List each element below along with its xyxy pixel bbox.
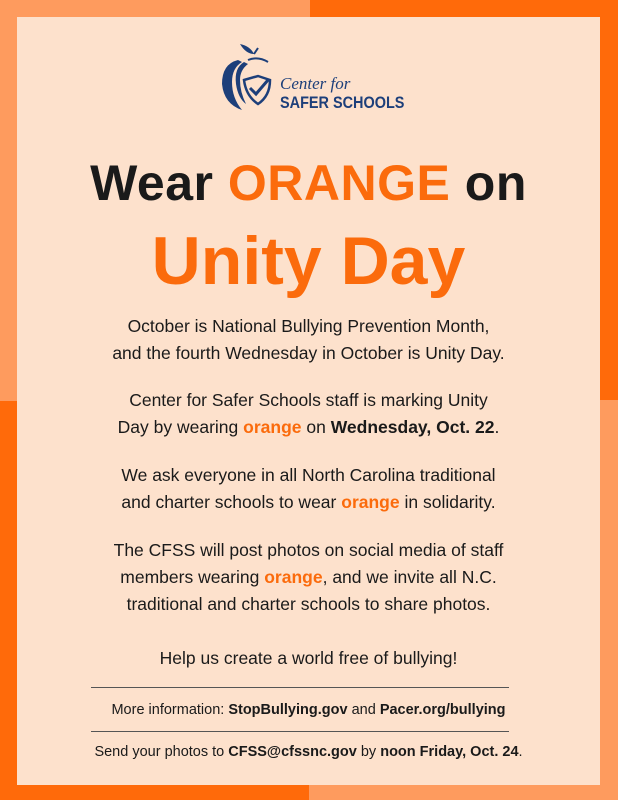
border-top-right [310, 0, 618, 17]
apple-shield-icon [218, 38, 278, 118]
link-stopbullying[interactable]: StopBullying.gov [228, 702, 348, 718]
link-pacer[interactable]: Pacer.org/bullying [379, 702, 506, 718]
border-bottom-right [309, 785, 618, 800]
headline-unity-day: Unity Day [151, 223, 466, 299]
headline-wear: Wear [90, 155, 214, 211]
more-info: More information: StopBullying.gov and Pacer.org/bullying [111, 702, 506, 718]
para2-line1: Center for Safer Schools staff is marking Unity [129, 390, 488, 410]
paragraph-3 [17, 462, 600, 516]
border-right-bottom [600, 400, 618, 800]
email-link[interactable]: CFSS@cfssnc.gov [228, 744, 357, 760]
send-photos: Send your photos to CFSS@cfssnc.gov by noon Friday, Oct. 24. [94, 744, 523, 760]
para1-line1: October is National Bullying Prevention Month, [127, 316, 490, 336]
divider-bottom [91, 731, 509, 732]
para4-line1: The CFSS will post photos on social media of staff [113, 540, 504, 560]
border-left-bottom [0, 401, 17, 800]
cfss-logo [218, 38, 405, 118]
para3-line1: We ask everyone in all North Carolina traditional [121, 465, 496, 485]
border-right-top [600, 0, 618, 400]
para3-line2: and charter schools to wear orange in solidarity. [121, 492, 496, 512]
border-top-left [0, 0, 310, 17]
logo-line1: Center for [280, 74, 351, 93]
border-bottom-left [0, 785, 309, 800]
logo-line2: SAFER SCHOOLS [280, 93, 405, 112]
para4-line2: members wearing orange, and we invite all N.C. [120, 567, 497, 587]
border-left-top [0, 0, 17, 401]
closing-line: Help us create a world free of bullying! [159, 648, 458, 668]
headline-orange: ORANGE [227, 155, 451, 211]
divider-top [91, 687, 509, 688]
flyer-panel [17, 17, 600, 785]
para4-line3: traditional and charter schools to share photos. [126, 594, 491, 614]
para1-line2: and the fourth Wednesday in October is Unity Day. [112, 343, 505, 363]
para2-line2: Day by wearing orange on Wednesday, Oct. 22. [117, 417, 500, 437]
headline-line1 [17, 154, 600, 212]
paragraph-2 [17, 387, 600, 441]
paragraph-4 [17, 537, 600, 618]
paragraph-1 [17, 313, 600, 367]
headline-on: on [464, 155, 527, 211]
